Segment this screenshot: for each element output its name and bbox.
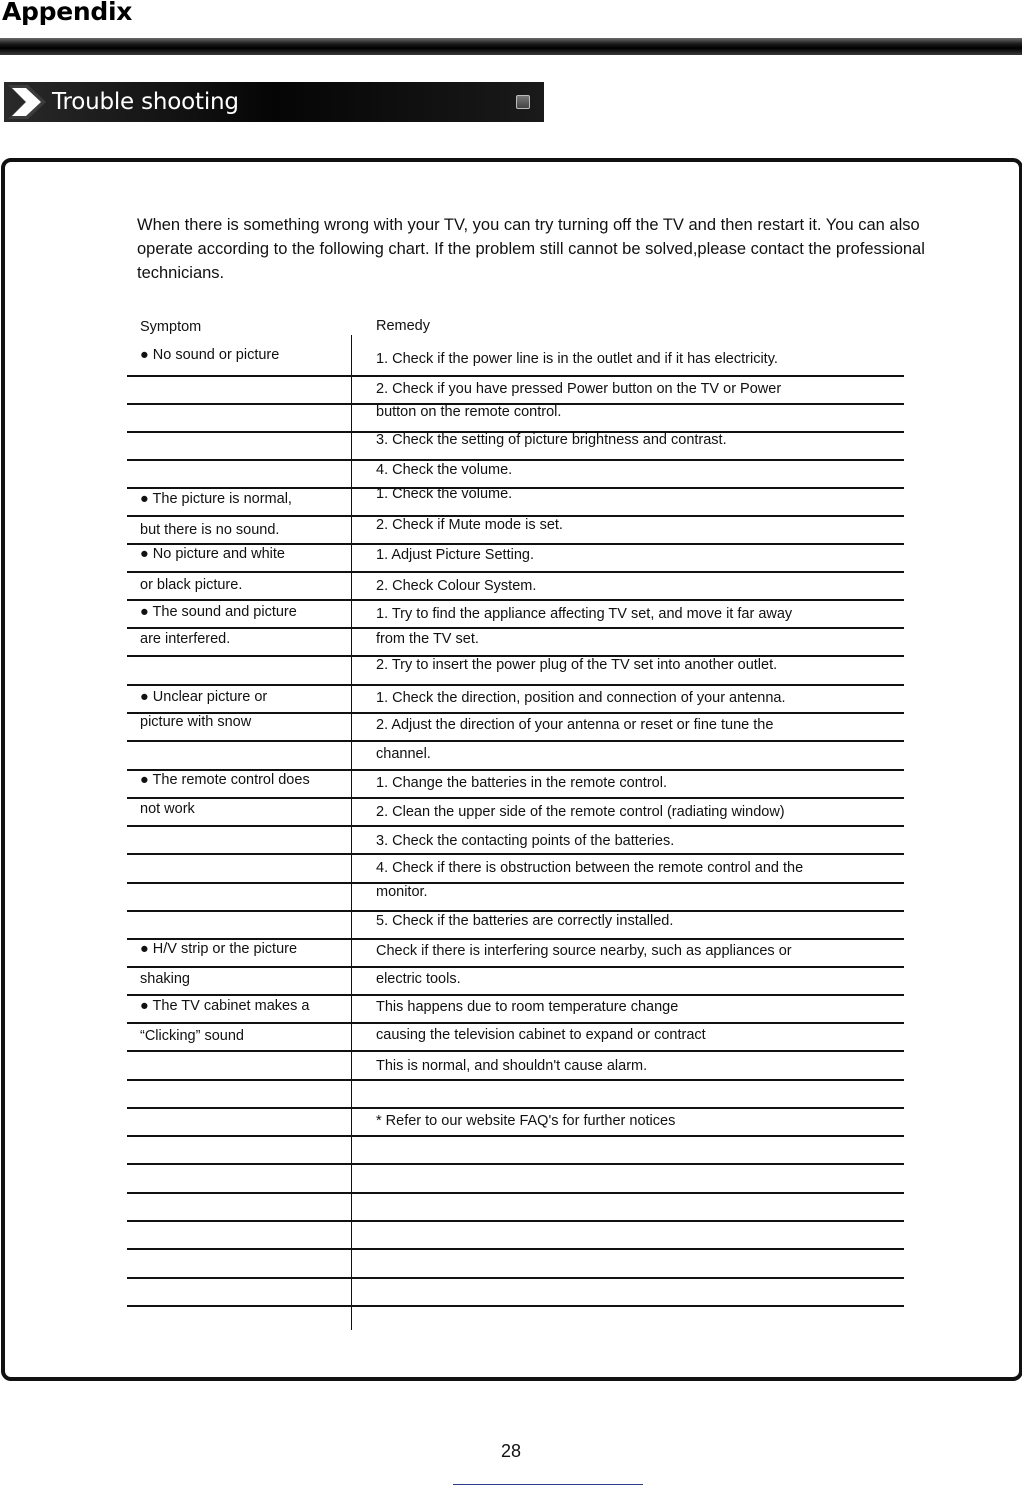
remedy-cell: 4. Check if there is obstruction between the remote control and the	[376, 860, 804, 876]
remedy-cell: button on the remote control.	[376, 404, 562, 420]
header-bar	[0, 38, 1022, 55]
remedy-cell: 3. Check the contacting points of the batteries.	[376, 833, 675, 849]
remedy-cell: 1. Change the batteries in the remote control.	[376, 775, 667, 791]
table-row-divider	[127, 910, 904, 912]
table-row-divider	[127, 1192, 904, 1194]
remedy-cell: * Refer to our website FAQ's for further notices	[376, 1113, 676, 1129]
square-icon	[516, 95, 530, 109]
chevron-right-icon	[6, 83, 48, 121]
table-row-divider	[127, 740, 904, 742]
symptom-cell: ● Unclear picture or	[140, 689, 268, 705]
table-row-divider	[127, 938, 904, 940]
remedy-cell: 5. Check if the batteries are correctly installed.	[376, 913, 674, 929]
remedy-cell: 3. Check the setting of picture brightness and contrast.	[376, 432, 727, 448]
symptom-cell: ● H/V strip or the picture	[140, 941, 298, 957]
remedy-cell: 2. Check Colour System.	[376, 578, 537, 594]
symptom-cell: ● The sound and picture	[140, 604, 297, 620]
remedy-cell: 4. Check the volume.	[376, 462, 513, 478]
column-divider	[351, 335, 352, 1330]
table-row-divider	[127, 543, 904, 545]
table-row-divider	[127, 825, 904, 827]
remedy-cell: monitor.	[376, 884, 428, 900]
table-row-divider	[127, 375, 904, 377]
table-row-divider	[127, 994, 904, 996]
symptom-cell: ● No picture and white	[140, 546, 285, 562]
remedy-cell: 2. Adjust the direction of your antenna or reset or fine tune the	[376, 717, 774, 733]
table-row-divider	[127, 599, 904, 601]
symptom-cell: ● The picture is normal,	[140, 491, 292, 507]
remedy-cell: 1. Check the volume.	[376, 486, 513, 502]
symptom-cell: ● The TV cabinet makes a	[140, 998, 310, 1014]
page-number: 28	[500, 1441, 522, 1461]
remedy-cell: 1. Try to find the appliance affecting TV set, and move it far away	[376, 606, 793, 622]
remedy-cell: electric tools.	[376, 971, 461, 987]
table-row-divider	[127, 459, 904, 461]
symptom-cell: ● The remote control does	[140, 772, 310, 788]
remedy-cell: causing the television cabinet to expand or contract	[376, 1027, 706, 1043]
remedy-cell: This happens due to room temperature change	[376, 999, 679, 1015]
page-title: Appendix	[2, 0, 133, 26]
remedy-cell: This is normal, and shouldn't cause alarm.	[376, 1058, 648, 1074]
remedy-cell: 2. Try to insert the power plug of the TV set into another outlet.	[376, 657, 778, 673]
table-row-divider	[127, 1277, 904, 1279]
remedy-cell: 1. Check if the power line is in the outlet and if it has electricity.	[376, 351, 778, 367]
table-row-divider	[127, 1107, 904, 1109]
table-row-divider	[127, 1305, 904, 1307]
symptom-cell: but there is no sound.	[140, 522, 280, 538]
remedy-cell: channel.	[376, 746, 431, 762]
remedy-cell: 1. Check the direction, position and connection of your antenna.	[376, 690, 786, 706]
intro-paragraph: When there is something wrong with your TV, you can try turning off the TV and then restart it. You can also operate according to the following chart. If the problem still cannot be solved,please contact the professional technicians.	[137, 216, 925, 282]
table-row-divider	[127, 966, 904, 968]
section-banner	[4, 82, 544, 122]
table-row-divider	[127, 853, 904, 855]
symptom-cell: or black picture.	[140, 577, 243, 593]
table-row-divider	[127, 882, 904, 884]
remedy-cell: from the TV set.	[376, 631, 479, 647]
remedy-cell: 2. Check if you have pressed Power button on the TV or Power	[376, 381, 782, 397]
table-row-divider	[127, 769, 904, 771]
table-row-divider	[127, 1220, 904, 1222]
remedy-cell: 2. Clean the upper side of the remote control (radiating window)	[376, 804, 785, 820]
symptom-cell: “Clicking” sound	[140, 1028, 244, 1044]
remedy-cell: 2. Check if Mute mode is set.	[376, 517, 563, 533]
symptom-cell: picture with snow	[140, 714, 252, 730]
symptom-cell: shaking	[140, 971, 190, 987]
table-row-divider	[127, 487, 904, 489]
symptom-header: Symptom	[140, 319, 202, 335]
footer-rule	[453, 1484, 643, 1485]
table-row-divider	[127, 1248, 904, 1250]
section-title: Trouble shooting	[52, 89, 239, 115]
table-row-divider	[127, 627, 904, 629]
table-row-divider	[127, 1050, 904, 1052]
table-row-divider	[127, 684, 904, 686]
symptom-cell: ● No sound or picture	[140, 347, 280, 363]
table-row-divider	[127, 1163, 904, 1165]
remedy-cell: Check if there is interfering source nearby, such as appliances or	[376, 943, 792, 959]
remedy-cell: 1. Adjust Picture Setting.	[376, 547, 534, 563]
remedy-header: Remedy	[376, 318, 430, 334]
symptom-cell: not work	[140, 801, 195, 817]
table-row-divider	[127, 1079, 904, 1081]
table-row-divider	[127, 1022, 904, 1024]
table-row-divider	[127, 571, 904, 573]
symptom-cell: are interfered.	[140, 631, 231, 647]
table-row-divider	[127, 1135, 904, 1137]
table-row-divider	[127, 797, 904, 799]
